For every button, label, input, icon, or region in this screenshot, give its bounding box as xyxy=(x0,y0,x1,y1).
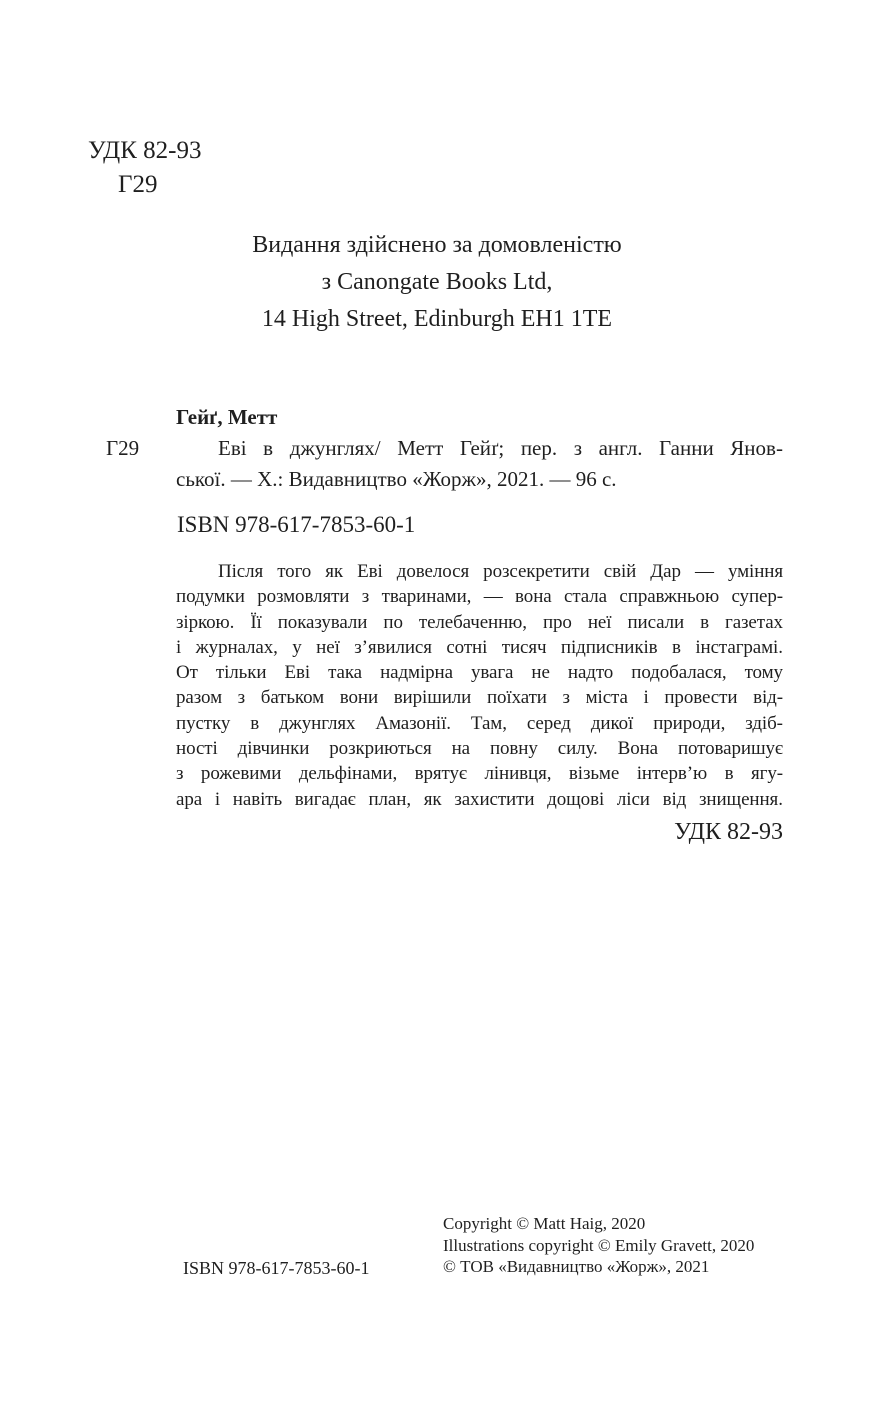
isbn-number: ISBN 978-617-7853-60-1 xyxy=(177,512,416,537)
annotation-line: Після того як Еві довелося розсекретити свій Дар — уміння xyxy=(218,561,783,582)
annotation-line: разом з батьком вони вирішили поїхати з міста і провести від- xyxy=(176,687,783,709)
annotation-line: з рожевими дельфінами, врятує лінивця, візьме інтерв’ю в ягу- xyxy=(176,763,783,785)
catalog-card xyxy=(106,402,783,495)
copyright-line: Illustrations copyright © Emily Gravett, 2020 xyxy=(443,1235,755,1255)
annotation-line: ності дівчинки розкриються на повну силу. Вона потоваришує xyxy=(176,738,783,760)
udc-code-bottom: УДК 82-93 xyxy=(674,819,783,845)
annotation-line: От тільки Еві така надмірна увага не надто подобалася, тому xyxy=(176,662,783,684)
author-mark: Г29 xyxy=(106,436,140,460)
catalog-entry-line: ської. — Х.: Видавництво «Жорж», 2021. — 96 с. xyxy=(176,467,617,491)
author-mark: Г29 xyxy=(118,171,158,198)
catalog-entry-line: Еві в джунглях/ Метт Гейґ; пер. з англ. Ганни Янов- xyxy=(218,436,783,460)
annotation-line: пустку в джунглях Амазонії. Там, серед дикої природи, здіб- xyxy=(176,712,783,734)
annotation-paragraph xyxy=(176,559,783,812)
publication-agreement-notice xyxy=(0,227,874,338)
annotation-line: зіркою. Її показували по телебаченню, про неї писали в газетах xyxy=(176,611,783,633)
isbn-number: ISBN 978-617-7853-60-1 xyxy=(183,1258,370,1278)
copyright-line: Copyright © Matt Haig, 2020 xyxy=(443,1214,646,1233)
annotation-line: подумки розмовляти з тваринами, — вона стала справжньою супер- xyxy=(176,586,783,608)
udc-classification-block xyxy=(88,134,201,202)
agreement-line: Видання здійснено за домовленістю xyxy=(252,232,622,258)
agreement-line: з Canongate Books Ltd, xyxy=(321,269,553,295)
annotation-line: і журналах, у неї з’явилися сотні тисяч підписників в інстаграмі. xyxy=(176,636,783,658)
copyright-block xyxy=(443,1213,754,1278)
agreement-line: 14 High Street, Edinburgh EH1 1TE xyxy=(261,306,613,332)
udc-code: УДК 82-93 xyxy=(88,137,202,164)
annotation-line: ара і навіть вигадає план, як захистити дощові ліси від знищення. xyxy=(176,788,783,810)
author-heading: Гейґ, Метт xyxy=(176,405,278,429)
copyright-line: © ТОВ «Видавництво «Жорж», 2021 xyxy=(443,1257,710,1276)
